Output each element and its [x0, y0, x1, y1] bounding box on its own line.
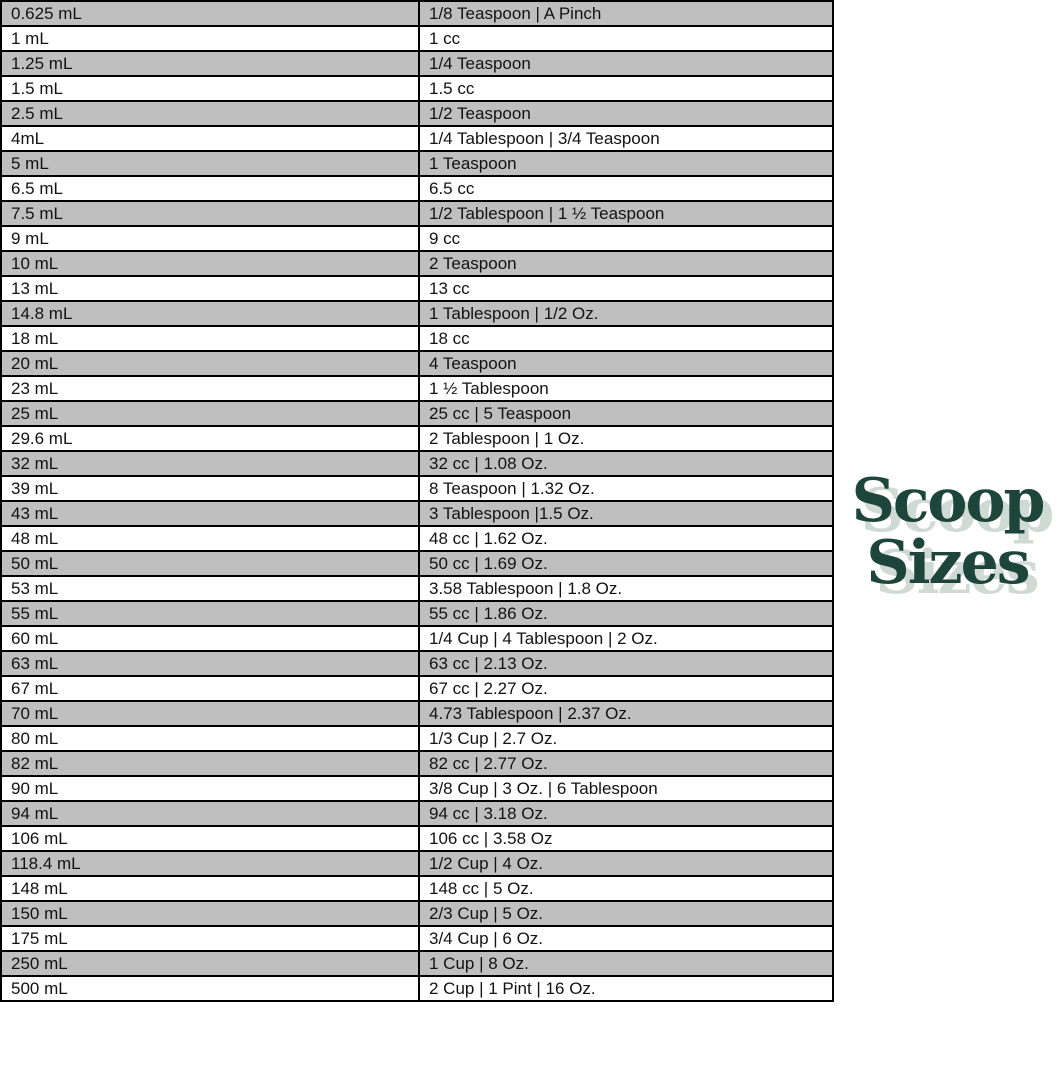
logo-line-sizes: Sizes	[866, 528, 1029, 598]
equivalent-cell: 2 Teaspoon	[419, 251, 833, 276]
ml-cell: 48 mL	[1, 526, 419, 551]
table-row	[1, 51, 833, 76]
ml-cell: 4mL	[1, 126, 419, 151]
ml-cell: 94 mL	[1, 801, 419, 826]
table-row	[1, 326, 833, 351]
table-row	[1, 901, 833, 926]
equivalent-cell: 1/8 Teaspoon | A Pinch	[419, 1, 833, 26]
ml-cell: 80 mL	[1, 726, 419, 751]
equivalent-cell: 1.5 cc	[419, 76, 833, 101]
equivalent-cell: 1/4 Tablespoon | 3/4 Teaspoon	[419, 126, 833, 151]
table-row	[1, 876, 833, 901]
equivalent-cell: 82 cc | 2.77 Oz.	[419, 751, 833, 776]
ml-cell: 70 mL	[1, 701, 419, 726]
ml-cell: 23 mL	[1, 376, 419, 401]
equivalent-cell: 32 cc | 1.08 Oz.	[419, 451, 833, 476]
equivalent-cell: 67 cc | 2.27 Oz.	[419, 676, 833, 701]
table-row	[1, 626, 833, 651]
table-row	[1, 26, 833, 51]
scoop-sizes-logo	[832, 466, 1063, 598]
table-row	[1, 76, 833, 101]
ml-cell: 39 mL	[1, 476, 419, 501]
table-row	[1, 551, 833, 576]
equivalent-cell: 63 cc | 2.13 Oz.	[419, 651, 833, 676]
table-row	[1, 426, 833, 451]
table-row	[1, 251, 833, 276]
ml-cell: 60 mL	[1, 626, 419, 651]
table-body	[1, 1, 833, 1001]
ml-cell: 250 mL	[1, 951, 419, 976]
ml-cell: 13 mL	[1, 276, 419, 301]
ml-cell: 148 mL	[1, 876, 419, 901]
table-row	[1, 576, 833, 601]
table-row	[1, 851, 833, 876]
equivalent-cell: 1 ½ Tablespoon	[419, 376, 833, 401]
equivalent-cell: 1/2 Teaspoon	[419, 101, 833, 126]
table-row	[1, 351, 833, 376]
ml-cell: 43 mL	[1, 501, 419, 526]
equivalent-cell: 1 Tablespoon | 1/2 Oz.	[419, 301, 833, 326]
ml-cell: 10 mL	[1, 251, 419, 276]
equivalent-cell: 1 Teaspoon	[419, 151, 833, 176]
ml-cell: 55 mL	[1, 601, 419, 626]
table-row	[1, 926, 833, 951]
table-row	[1, 976, 833, 1001]
table-row	[1, 226, 833, 251]
ml-cell: 118.4 mL	[1, 851, 419, 876]
table-row	[1, 726, 833, 751]
table-row	[1, 201, 833, 226]
equivalent-cell: 1/4 Cup | 4 Tablespoon | 2 Oz.	[419, 626, 833, 651]
equivalent-cell: 50 cc | 1.69 Oz.	[419, 551, 833, 576]
ml-cell: 18 mL	[1, 326, 419, 351]
ml-cell: 1.25 mL	[1, 51, 419, 76]
ml-cell: 32 mL	[1, 451, 419, 476]
equivalent-cell: 4.73 Tablespoon | 2.37 Oz.	[419, 701, 833, 726]
table-row	[1, 501, 833, 526]
ml-cell: 5 mL	[1, 151, 419, 176]
ml-cell: 0.625 mL	[1, 1, 419, 26]
equivalent-cell: 94 cc | 3.18 Oz.	[419, 801, 833, 826]
ml-cell: 6.5 mL	[1, 176, 419, 201]
equivalent-cell: 9 cc	[419, 226, 833, 251]
table-row	[1, 801, 833, 826]
equivalent-cell: 1/3 Cup | 2.7 Oz.	[419, 726, 833, 751]
table-row	[1, 1, 833, 26]
equivalent-cell: 55 cc | 1.86 Oz.	[419, 601, 833, 626]
table-row	[1, 151, 833, 176]
table-row	[1, 676, 833, 701]
equivalent-cell: 13 cc	[419, 276, 833, 301]
equivalent-cell: 3/4 Cup | 6 Oz.	[419, 926, 833, 951]
equivalent-cell: 8 Teaspoon | 1.32 Oz.	[419, 476, 833, 501]
table-row	[1, 451, 833, 476]
logo-line-scoop: Scoop	[851, 466, 1044, 536]
equivalent-cell: 2 Tablespoon | 1 Oz.	[419, 426, 833, 451]
equivalent-cell: 6.5 cc	[419, 176, 833, 201]
table-row	[1, 751, 833, 776]
equivalent-cell: 25 cc | 5 Teaspoon	[419, 401, 833, 426]
equivalent-cell: 18 cc	[419, 326, 833, 351]
table-row	[1, 951, 833, 976]
ml-cell: 53 mL	[1, 576, 419, 601]
equivalent-cell: 1 Cup | 8 Oz.	[419, 951, 833, 976]
ml-cell: 67 mL	[1, 676, 419, 701]
table-row	[1, 401, 833, 426]
ml-cell: 50 mL	[1, 551, 419, 576]
equivalent-cell: 3.58 Tablespoon | 1.8 Oz.	[419, 576, 833, 601]
ml-cell: 150 mL	[1, 901, 419, 926]
table-row	[1, 601, 833, 626]
table-row	[1, 701, 833, 726]
table-row	[1, 176, 833, 201]
equivalent-cell: 3 Tablespoon |1.5 Oz.	[419, 501, 833, 526]
ml-cell: 20 mL	[1, 351, 419, 376]
table-row	[1, 101, 833, 126]
equivalent-cell: 1/2 Cup | 4 Oz.	[419, 851, 833, 876]
ml-cell: 500 mL	[1, 976, 419, 1001]
equivalent-cell: 1/2 Tablespoon | 1 ½ Teaspoon	[419, 201, 833, 226]
ml-cell: 82 mL	[1, 751, 419, 776]
ml-cell: 90 mL	[1, 776, 419, 801]
table-row	[1, 301, 833, 326]
ml-cell: 175 mL	[1, 926, 419, 951]
ml-cell: 9 mL	[1, 226, 419, 251]
table-row	[1, 476, 833, 501]
ml-cell: 63 mL	[1, 651, 419, 676]
equivalent-cell: 4 Teaspoon	[419, 351, 833, 376]
table-row	[1, 276, 833, 301]
ml-cell: 14.8 mL	[1, 301, 419, 326]
ml-cell: 25 mL	[1, 401, 419, 426]
table-row	[1, 651, 833, 676]
equivalent-cell: 106 cc | 3.58 Oz	[419, 826, 833, 851]
equivalent-cell: 3/8 Cup | 3 Oz. | 6 Tablespoon	[419, 776, 833, 801]
equivalent-cell: 1/4 Teaspoon	[419, 51, 833, 76]
table-row	[1, 376, 833, 401]
ml-cell: 1 mL	[1, 26, 419, 51]
table-row	[1, 526, 833, 551]
table-row	[1, 126, 833, 151]
equivalent-cell: 1 cc	[419, 26, 833, 51]
ml-cell: 106 mL	[1, 826, 419, 851]
table-row	[1, 826, 833, 851]
ml-cell: 2.5 mL	[1, 101, 419, 126]
ml-cell: 1.5 mL	[1, 76, 419, 101]
equivalent-cell: 2 Cup | 1 Pint | 16 Oz.	[419, 976, 833, 1001]
ml-cell: 7.5 mL	[1, 201, 419, 226]
equivalent-cell: 2/3 Cup | 5 Oz.	[419, 901, 833, 926]
ml-cell: 29.6 mL	[1, 426, 419, 451]
equivalent-cell: 48 cc | 1.62 Oz.	[419, 526, 833, 551]
table-row	[1, 776, 833, 801]
equivalent-cell: 148 cc | 5 Oz.	[419, 876, 833, 901]
